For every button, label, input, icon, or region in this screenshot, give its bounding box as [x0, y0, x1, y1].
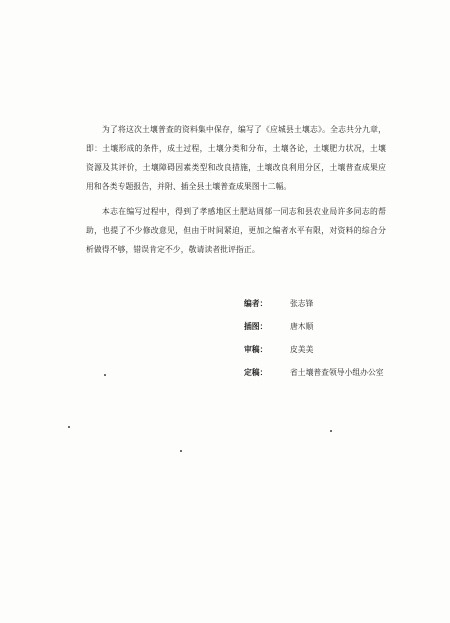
scan-speck — [104, 374, 106, 376]
credit-row-editor — [244, 298, 444, 321]
scan-speck — [68, 426, 70, 428]
credit-role: 编者： — [244, 299, 268, 308]
credit-name: 省土壤普查领导小组办公室 — [290, 368, 384, 377]
credit-role: 定稿： — [244, 368, 268, 377]
credits-block — [244, 298, 444, 390]
credit-role: 插图： — [244, 322, 268, 331]
credit-row-illustrator — [244, 321, 444, 344]
paragraph-contents-overview: 为了将这次土壤普查的资料集中保存，编写了《应城县土壤志》。全志共分九章，即：土壤形成的条件，成土过程，土壤分类和分布，土壤各论，土壤肥力状况，土壤资源及其评价，土壤障碍因素类型和改良措施，土壤改良利用分区，土壤普查成果应用和各类专题报告，并附、插全县土壤普查成果图十二幅。 — [86, 124, 386, 191]
credit-name: 唐木顺 — [290, 322, 314, 331]
scan-speck — [180, 450, 182, 452]
paragraph-acknowledgement: 本志在编写过程中，得到了孝感地区土肥站周郁一同志和县农业局许多同志的帮助，也提了不少修改意见，但由于时间紧迫，更加之编者水平有限，对资料的综合分析做得不够，错误肯定不少，敬请读者批评指正。 — [86, 206, 386, 254]
credit-row-finalizer — [244, 367, 444, 390]
credit-role: 审稿： — [244, 345, 268, 354]
credit-name: 张志锋 — [290, 299, 314, 308]
scan-speck — [330, 430, 332, 432]
credit-row-reviewer — [244, 344, 444, 367]
credit-name: 皮美美 — [290, 345, 314, 354]
